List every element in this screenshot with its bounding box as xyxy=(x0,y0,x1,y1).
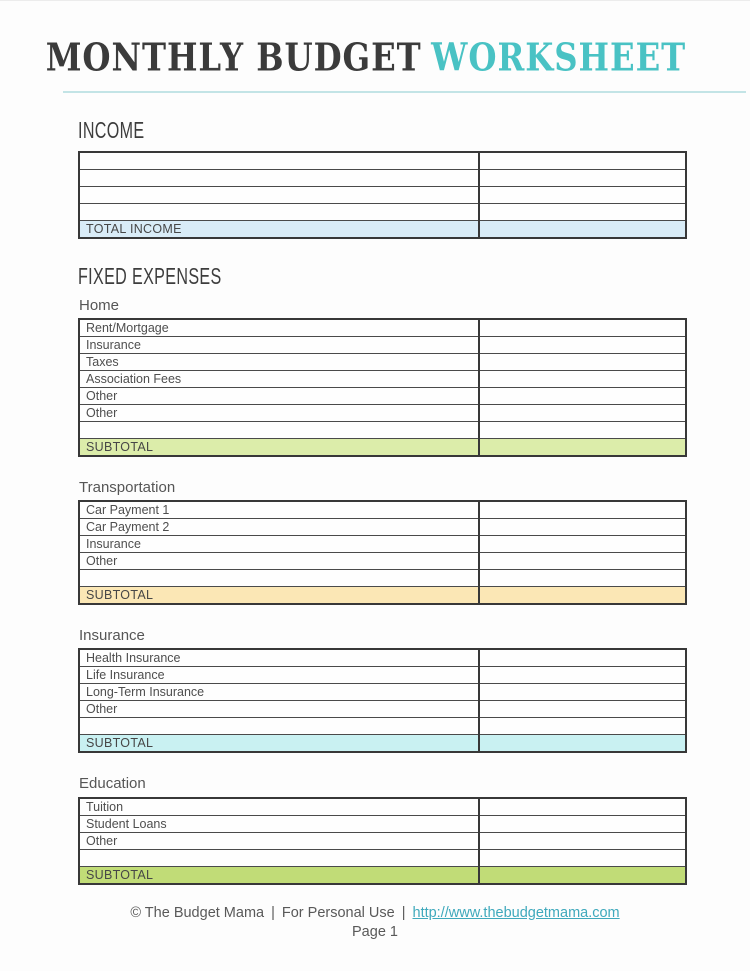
amount-cell xyxy=(479,570,686,587)
row-label: Tuition xyxy=(79,798,479,816)
amount-cell xyxy=(479,421,686,438)
table-row xyxy=(79,649,686,667)
expense-table xyxy=(78,318,687,457)
table-row xyxy=(79,387,686,404)
row-label: Other xyxy=(79,701,479,718)
footer-copyright: © The Budget Mama xyxy=(130,904,265,921)
amount-cell xyxy=(479,353,686,370)
expense-table xyxy=(78,797,687,885)
subtotal-label: SUBTOTAL xyxy=(79,587,479,605)
footer xyxy=(0,904,750,924)
table-row xyxy=(79,519,686,536)
content-column xyxy=(78,118,687,885)
fixed-expenses-heading: FIXED EXPENSES xyxy=(78,263,222,290)
amount-cell xyxy=(479,187,686,204)
row-label xyxy=(79,570,479,587)
table-row xyxy=(79,404,686,421)
group-label: Transportation xyxy=(79,478,176,496)
amount-cell xyxy=(479,519,686,536)
row-label: Car Payment 2 xyxy=(79,519,479,536)
table-row xyxy=(79,536,686,553)
table-row xyxy=(79,319,686,337)
amount-cell xyxy=(479,701,686,718)
amount-cell xyxy=(479,387,686,404)
footer-usage: For Personal Use xyxy=(281,904,395,921)
group-label: Home xyxy=(79,296,120,314)
expense-group-education xyxy=(78,775,687,884)
table-row xyxy=(79,204,686,221)
table-row xyxy=(79,701,686,718)
expense-group-home xyxy=(78,297,687,457)
row-label: Health Insurance xyxy=(79,649,479,667)
table-row xyxy=(79,370,686,387)
subtotal-row xyxy=(79,438,686,456)
table-row xyxy=(79,553,686,570)
footer-separator: | xyxy=(401,904,406,921)
page-number: Page 1 xyxy=(352,924,398,941)
amount-cell xyxy=(479,152,686,170)
group-label: Insurance xyxy=(79,627,145,645)
row-label: Student Loans xyxy=(79,815,479,832)
row-label: Other xyxy=(79,404,479,421)
amount-cell xyxy=(479,667,686,684)
expense-table xyxy=(78,500,687,605)
amount-cell xyxy=(479,684,686,701)
amount-cell xyxy=(479,170,686,187)
income-table xyxy=(78,151,687,239)
row-label xyxy=(79,152,479,170)
table-row xyxy=(79,718,686,735)
expense-table xyxy=(78,648,687,753)
amount-cell xyxy=(479,832,686,849)
subtotal-row xyxy=(79,587,686,605)
row-label: Rent/Mortgage xyxy=(79,319,479,337)
amount-cell xyxy=(479,815,686,832)
amount-cell xyxy=(479,438,686,456)
row-label xyxy=(79,849,479,866)
subtotal-label: SUBTOTAL xyxy=(79,866,479,884)
amount-cell xyxy=(479,849,686,866)
page-title xyxy=(45,35,686,81)
row-label: Other xyxy=(79,387,479,404)
row-label xyxy=(79,421,479,438)
amount-cell xyxy=(479,221,686,239)
row-label: Insurance xyxy=(79,336,479,353)
table-row xyxy=(79,667,686,684)
row-label: Long-Term Insurance xyxy=(79,684,479,701)
amount-cell xyxy=(479,735,686,753)
subtotal-label: SUBTOTAL xyxy=(79,735,479,753)
fixed-expenses-groups xyxy=(78,297,687,885)
footer-separator: | xyxy=(271,904,275,921)
amount-cell xyxy=(479,536,686,553)
table-row xyxy=(79,336,686,353)
table-row xyxy=(79,187,686,204)
footer-link[interactable]: http://www.thebudgetmama.com xyxy=(412,904,620,921)
amount-cell xyxy=(479,718,686,735)
row-label: Insurance xyxy=(79,536,479,553)
amount-cell xyxy=(479,587,686,605)
subtotal-label: SUBTOTAL xyxy=(79,438,479,456)
row-label: Other xyxy=(79,553,479,570)
row-label: Life Insurance xyxy=(79,667,479,684)
income-heading: INCOME xyxy=(78,117,145,143)
subtotal-row xyxy=(79,866,686,884)
row-label xyxy=(79,170,479,187)
amount-cell xyxy=(479,336,686,353)
amount-cell xyxy=(479,501,686,519)
table-row xyxy=(79,421,686,438)
table-row xyxy=(79,152,686,170)
amount-cell xyxy=(479,866,686,884)
table-row xyxy=(79,353,686,370)
title-main: MONTHLY BUDGET xyxy=(45,35,422,81)
amount-cell xyxy=(479,204,686,221)
row-label: Taxes xyxy=(79,353,479,370)
table-row xyxy=(79,798,686,816)
amount-cell xyxy=(479,319,686,337)
row-label: Association Fees xyxy=(79,370,479,387)
table-row xyxy=(79,832,686,849)
row-label xyxy=(79,204,479,221)
row-label xyxy=(79,718,479,735)
title-accent: WORKSHEET xyxy=(430,35,686,81)
income-table-slot xyxy=(78,151,687,239)
subtotal-row xyxy=(79,221,686,239)
amount-cell xyxy=(479,553,686,570)
amount-cell xyxy=(479,649,686,667)
subtotal-row xyxy=(79,735,686,753)
row-label: Other xyxy=(79,832,479,849)
amount-cell xyxy=(479,370,686,387)
row-label xyxy=(79,187,479,204)
table-row xyxy=(79,501,686,519)
table-row xyxy=(79,815,686,832)
expense-group-transportation xyxy=(78,479,687,605)
table-row xyxy=(79,170,686,187)
table-row xyxy=(79,849,686,866)
table-row xyxy=(79,684,686,701)
expense-group-insurance xyxy=(78,627,687,753)
row-label: Car Payment 1 xyxy=(79,501,479,519)
title-divider xyxy=(63,91,746,93)
table-row xyxy=(79,570,686,587)
subtotal-label: TOTAL INCOME xyxy=(79,221,479,239)
group-label: Education xyxy=(79,775,146,793)
amount-cell xyxy=(479,798,686,816)
amount-cell xyxy=(479,404,686,421)
page-header xyxy=(0,1,750,81)
